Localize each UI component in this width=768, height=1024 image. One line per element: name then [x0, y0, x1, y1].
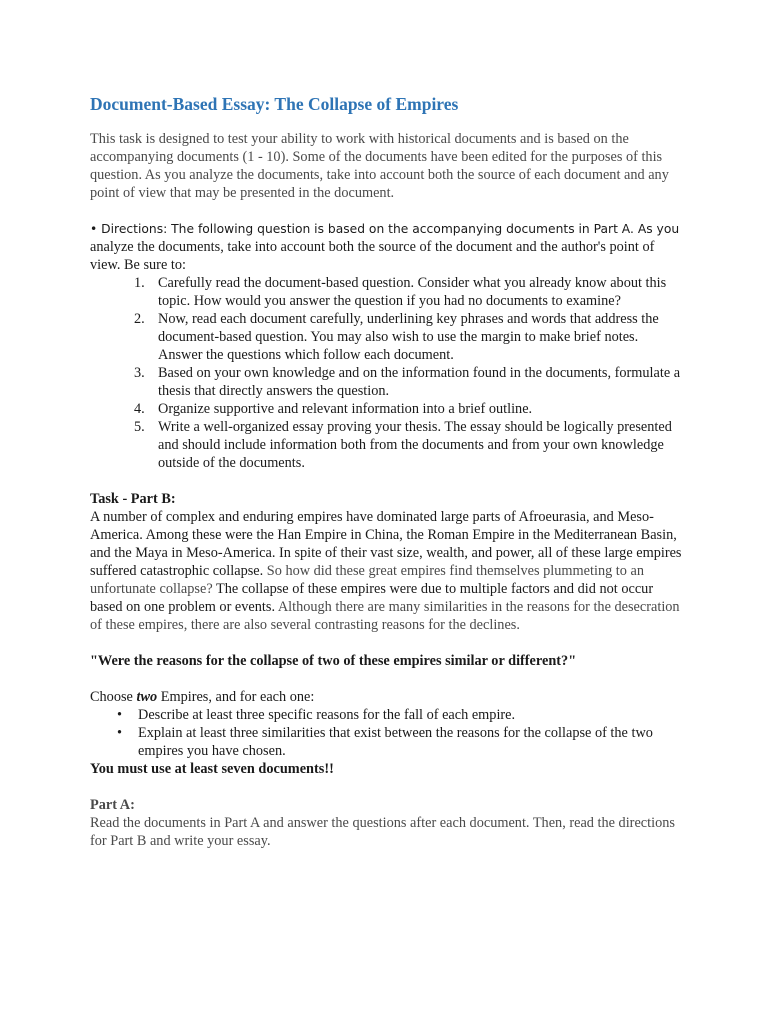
step-text: Organize supportive and relevant information into a brief outline.: [158, 401, 533, 417]
intro-paragraph: This task is designed to test your ability to work with historical documents and is based on the accompanying documents (1 - 10). Some of the documents have been edited for the purposes of this question. As you analyze the documents, take into account both the source of each document and any point of view that may be presented in the document.: [90, 131, 669, 201]
directions-lead: • Directions: The following question is based on the accompanying documents in Part A. As you: [90, 222, 680, 236]
task-b-heading: Task - Part B:: [90, 491, 176, 507]
choose-suffix: Empires, and for each one:: [157, 689, 315, 705]
must-use-note: You must use at least seven documents!!: [90, 761, 334, 777]
step-number: 4.: [134, 401, 145, 417]
list-item: [90, 706, 682, 724]
part-a-heading: Part A:: [90, 797, 135, 813]
choose-line: [90, 688, 682, 706]
task-b-text-3: The collapse of these empires were due to multiple factors and did not occur based on one problem or events.: [90, 581, 654, 615]
page-title: Document-Based Essay: The Collapse of Empires: [90, 94, 459, 114]
step-text: Write a well-organized essay proving your thesis. The essay should be logically presented and should include information both from the documents and from your own knowledge outside of the documents.: [158, 419, 672, 471]
task-b-text-2: So how did these great empires find themselves plummeting to an unfortunate collapse?: [90, 563, 644, 597]
document-content: [90, 93, 682, 850]
directions-paragraph: [90, 220, 682, 274]
task-b-text-4: Although there are many similarities in the reasons for the desecration of these empires, there are also several contrasting reasons for the declines.: [90, 599, 680, 633]
list-item: [90, 310, 682, 364]
choose-bullets: [90, 706, 682, 760]
list-item: [90, 418, 682, 472]
part-a-text: Read the documents in Part A and answer the questions after each document. Then, read the directions for Part B and write your essay.: [90, 815, 675, 849]
directions-rest: analyze the documents, take into account both the source of the document and the author's point of view. Be sure to:: [90, 239, 655, 273]
step-text: Carefully read the document-based question. Consider what you already know about this topic. How would you answer the question if you had no documents to examine?: [158, 275, 667, 309]
choose-prefix: Choose: [90, 689, 137, 705]
step-number: 3.: [134, 365, 145, 381]
choose-emphasis: two: [136, 689, 158, 705]
step-number: 2.: [134, 311, 145, 327]
list-item: [90, 274, 682, 310]
list-item: [90, 364, 682, 400]
bullet-text: Describe at least three specific reasons for the fall of each empire.: [138, 707, 516, 723]
list-item: [90, 724, 682, 760]
step-text: Based on your own knowledge and on the information found in the documents, formulate a thesis that directly answers the question.: [158, 365, 681, 399]
bullet-icon: •: [117, 707, 123, 723]
bullet-text: Explain at least three similarities that exist between the reasons for the collapse of the two empires you have chosen.: [138, 725, 653, 759]
task-b-text-1: A number of complex and enduring empires have dominated large parts of Afroeurasia, and Meso-America. Among these were the Han Empire in China, the Roman Empire in the Mediterranean Basin, and the Maya in Meso-America. In spite of their vast size, wealth, and power, all of these large empires suffered catastrophic collapse.: [90, 509, 682, 579]
essay-question: "Were the reasons for the collapse of two of these empires similar or different?": [90, 653, 577, 669]
step-text: Now, read each document carefully, underlining key phrases and words that address the document-based question. You may also wish to use the margin to make brief notes. Answer the questions which follow each document.: [158, 311, 659, 363]
step-number: 5.: [134, 419, 145, 435]
step-number: 1.: [134, 275, 145, 291]
bullet-icon: •: [117, 725, 123, 741]
directions-steps: [90, 274, 682, 472]
list-item: [90, 400, 682, 418]
task-b-paragraph: [90, 508, 682, 634]
